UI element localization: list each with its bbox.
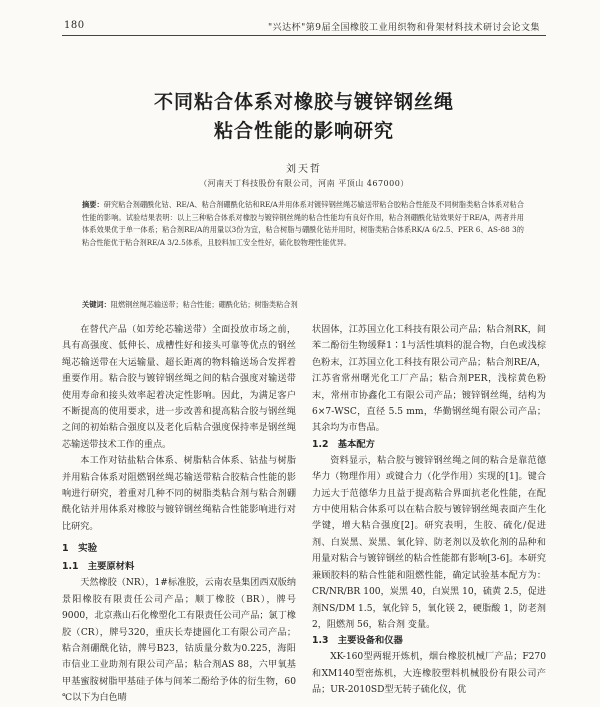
paragraph-intro: 在替代产品（如芳纶芯输送带）全面投放市场之前，具有高强度、低伸长、成槽性好和接头可靠等优点的钢丝绳芯输送带在大运输量、超长距离的物料输送场合发挥着重要作用。粘合胶与镀锌钢丝绳之间的粘合强度对输送带使用寿命和接头效率起着决定性影响。因此，为满足客户不断提高的使用要求，进一步改善和提高粘合胶与钢丝绳之间的初始粘合强度以及老化后粘合强度保持率是钢丝绳芯输送带技术工作的重点。 xyxy=(62,325,296,450)
keywords-text: 阻燃钢丝绳芯输送带；粘合性能；硼酰化钴；树脂类粘合剂 xyxy=(110,300,298,309)
paragraph-materials-continued: 状固体，江苏国立化工科技有限公司产品；粘合剂RK，间苯二酚衍生物缓释1∶1与活性填料的混合物，白色或浅棕色粉末，江苏国立化工科技有限公司产品；粘合剂RE/A，江苏省常州曙光化工厂产品；粘合剂PER，浅棕黄色粉末，常州市协鑫化工有限公司产品；镀锌钢丝绳，结构为6×7-WSC，直径 5.5 mm，华勤钢丝绳有限公司产品；其余均为市售品。 xyxy=(312,325,546,434)
paragraph-formula: 资料显示，粘合胶与镀锌钢丝绳之间的粘合是靠范德华力（物理作用）或键合力（化学作用）实现的[1]。键合力远大于范德华力且益于提高粘合界面抗老化性能，在配方中使用粘合体系可以在粘合胶与镀锌钢丝绳表面产生化学键，增大粘合强度[2]。研究表明，生胶、硫化/促进剂、白炭黑、炭黑、氧化锌、防老剂以及软化剂的品种和用量对粘合与镀锌钢丝的粘合性能都有影响[3-6]。本研究兼顾胶料的粘合性能和阻燃性能，确定试验基本配方为：CR/NR/BR 100，炭黑 40，白炭黑 10，硫黄 2.5，促进剂NS/DM 1.5，氧化锌 5，氧化镁 2，硬脂酸 1，防老剂 2，阻燃剂 56，粘合剂 变量。 xyxy=(312,455,546,630)
running-title: "兴达杯"第9届全国橡胶工业用织物和骨架材料技术研讨会论文集 xyxy=(267,23,540,33)
left-column xyxy=(62,322,296,707)
page-number: 180 xyxy=(64,20,85,31)
affiliation: （河南天丁科技股份有限公司，河南 平顶山 467000） xyxy=(199,179,409,188)
header-rule xyxy=(62,35,546,36)
paragraph-materials: 天然橡胶（NR），1#标准胶，云南农垦集团西双版纳景阳橡胶有限责任公司产品；顺丁橡胶（BR），牌号9000，北京燕山石化橡塑化工有限责任公司产品；氯丁橡胶（CR），牌号320，重庆长寿捷圆化工有限公司产品；粘合剂硼酰化钴，牌号B23，钴质量分数为0.225，海阳市信业工业助剂有限公司产品；粘合剂AS 88，六甲氧基甲基蜜胺树脂甲基硅子体与间苯二酚给予体的衍生物，60 ℃以下为白色晴 xyxy=(62,578,296,704)
article-title-line1: 不同粘合体系对橡胶与镀锌钢丝绳 xyxy=(153,91,454,113)
author: 刘天哲 xyxy=(286,164,322,175)
article-title-line2: 粘合性能的影响研究 xyxy=(213,120,394,142)
right-column xyxy=(312,322,546,699)
subsection-heading-formula: 1.2 基本配方 xyxy=(312,438,375,450)
abstract xyxy=(82,199,524,249)
subsection-heading-materials: 1.1 主要原材料 xyxy=(62,561,135,573)
keywords-label: 关键词： xyxy=(82,300,111,309)
paragraph-scope: 本工作对钴盐粘合体系、树脂粘合体系、钴盐与树脂并用粘合体系对阻燃钢丝绳芯输送带粘合胶粘合性能的影响进行研究，着重对几种不同的树脂类粘合剂与粘合剂硼酰化钴并用体系对橡胶与镀锌钢丝绳粘合性能影响进行对比研究。 xyxy=(62,456,296,532)
section-heading-experiment: 1 实验 xyxy=(62,543,98,555)
abstract-text: 研究粘合剂硼酰化钴、RE/A、粘合剂硼酰化钴和RE/A并用体系对镀锌钢丝绳芯输送带粘合胶粘合性能及不同树脂类粘合体系对粘合性能的影响。试验结果表明：以上三种粘合体系对橡胶与镀锌钢丝绳的粘合性能均有良好作用，粘合剂硼酰化钴效果好于RE/A，两者并用体系效果优于单一体系；粘合剂RE/A的用量以3份为宜，粘合树脂与硼酰化钴并用时，树脂类粘合体系RK/A 6/2.5、PER 6、AS-88 3的粘合性能优于粘合剂RE/A 3/2.5体系，且胶料加工安全性好，硫化胶物理性能优异。 xyxy=(82,200,524,247)
keywords xyxy=(82,299,524,311)
abstract-label: 摘要： xyxy=(82,200,104,209)
subsection-heading-equipment: 1.3 主要设备和仪器 xyxy=(312,635,403,647)
paragraph-equipment: XK-160型两辊开炼机，烟台橡胶机械厂产品；F270和XM140型密炼机，大连橡胶塑料机械股份有限公司产品；UR-2010SD型无转子硫化仪，优 xyxy=(312,652,546,696)
